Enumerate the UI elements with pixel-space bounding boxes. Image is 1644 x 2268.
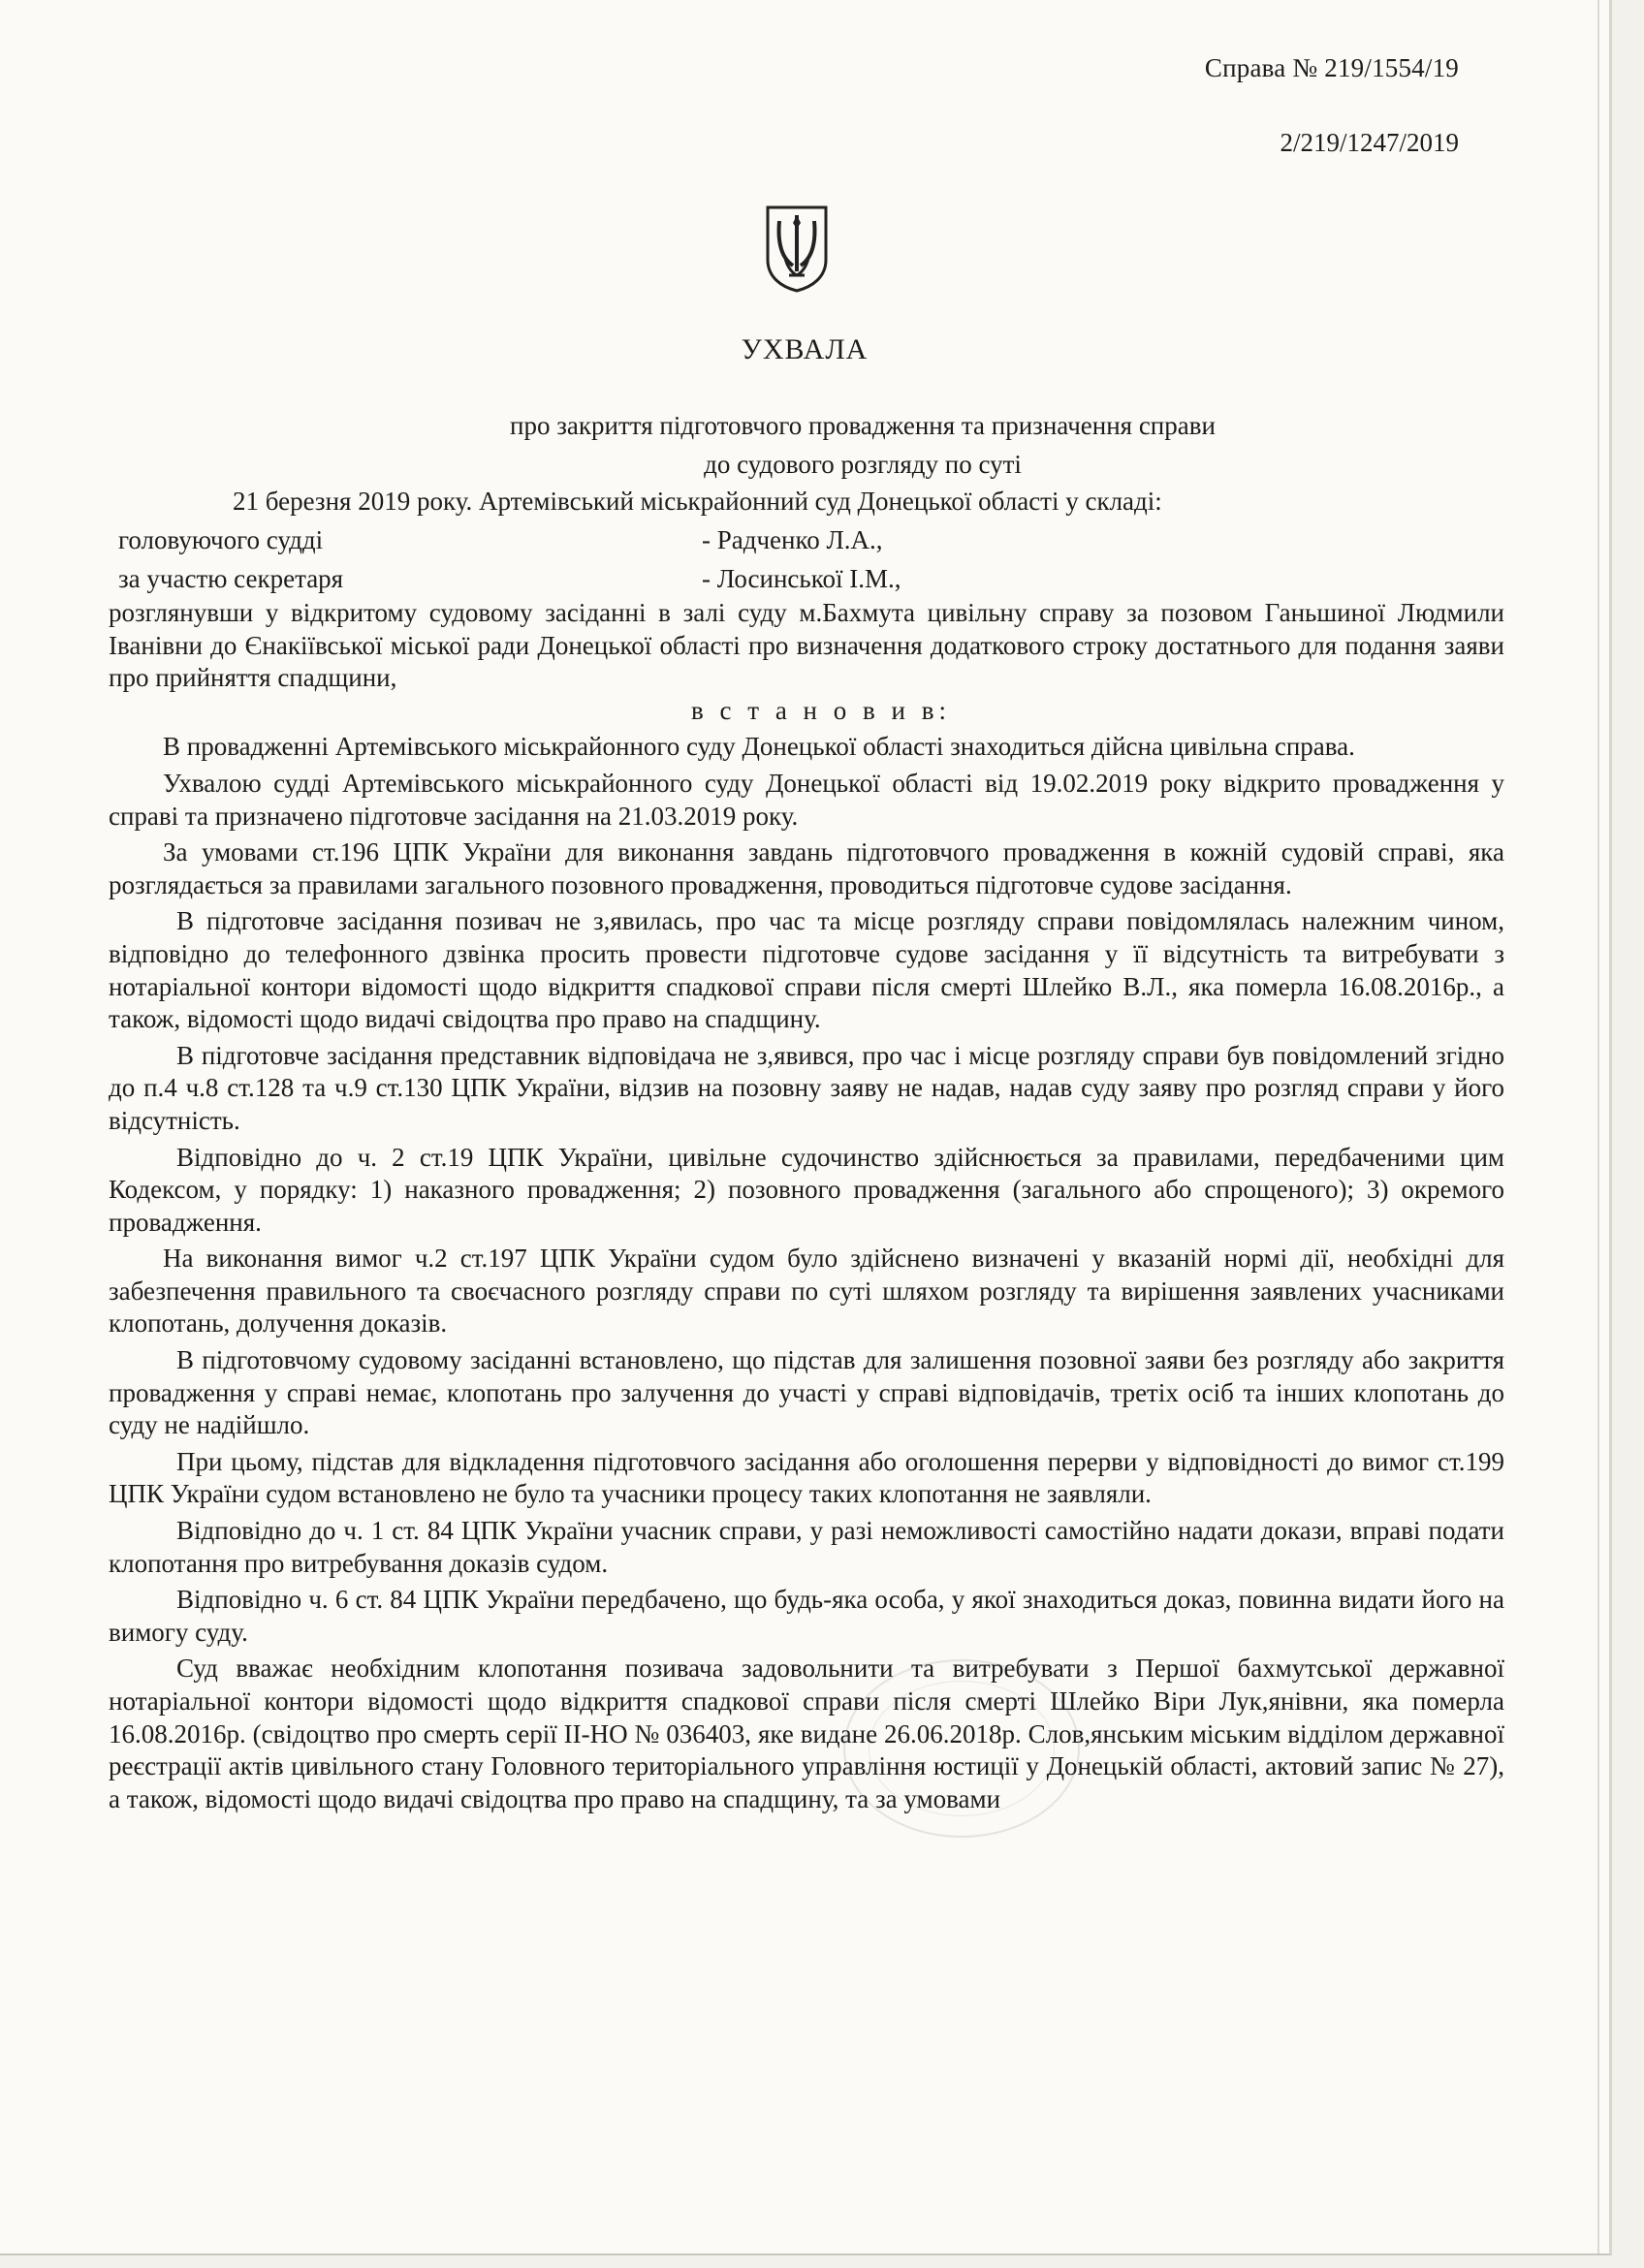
paragraph-considered: розглянувши у відкритому судовому засіданні в залі суду м.Бахмута цивільну справу за позовом Ганьшиної Людмили Іванівни до Єнакіївської міської ради Донецької області про визначення додаткового строку достатнього для подання заяви про прийняття спадщини,	[109, 598, 1504, 693]
paragraph: Відповідно до ч. 1 ст. 84 ЦПК України учасник справи, у разі неможливості самостійно надати докази, вправі подати клопотання про витребування доказів судом.	[109, 1516, 1504, 1578]
paragraph: Відповідно ч. 6 ст. 84 ЦПК України передбачено, що будь-яка особа, у якої знаходиться доказ, повинна видати його на вимогу суду.	[109, 1585, 1504, 1647]
document-subtitle-line-1: про закриття підготовчого провадження та призначення справи	[510, 411, 1216, 440]
composition-role: за участю секретаря	[118, 564, 344, 593]
court-intro: 21 березня 2019 року. Артемівський міськрайонний суд Донецької області у складі:	[233, 487, 1162, 516]
established-heading: в с т а н о в и в:	[691, 695, 951, 725]
paragraph: В підготовче засідання позивач не з,явилась, про час та місце розгляду справи повідомлялась належним чином, відповідно до телефонного дзвінка просить провести підготовче судове засідання у її відсутність та витребувати з нотаріальної контори відомості щодо відкриття спадкової справи після смерті Шлейко В.Л., яка померла 16.08.2016р., а також, відомості щодо видачі свідоцтва про право на спадщину.	[109, 906, 1504, 1034]
document-title: УХВАЛА	[741, 333, 869, 365]
paragraph: В підготовче засідання представник відповідача не з,явився, про час і місце розгляду справи був повідомлений згідно до п.4 ч.8 ст.128 та ч.9 ст.130 ЦПК України, відзив на позовну заяву не надав, надав суду заяву про розгляд справи у його відсутність.	[109, 1040, 1504, 1135]
proceeding-number: 2/219/1247/2019	[1280, 128, 1459, 157]
paragraph: При цьому, підстав для відкладення підготовчого засідання або оголошення перерви у відповідності до вимог ст.199 ЦПК України судом встановлено не було та учасники процесу таких клопотання не заявляли.	[109, 1446, 1504, 1509]
paragraph: Суд вважає необхідним клопотання позивача задовольнити та витребувати з Першої бахмутської державної нотаріальної контори відомості щодо відкриття спадкової справи після смерті Шлейко Віри Лук,янівни, яка померла 16.08.2016р. (свідоцтво про смерть серії ІІ-НО № 036403, яке видане 26.06.2018р. Слов,янським міським відділом державної реєстрації актів цивільного стану Головного територіального управління юстиції у Донецькій області, актовий запис № 27), а також, відомості щодо видачі свідоцтва про право на спадщину, та за умовами	[109, 1654, 1504, 1813]
composition-role: головуючого судді	[118, 525, 324, 554]
paragraph: За умовами ст.196 ЦПК України для виконання завдань підготовчого провадження в кожній судовій справі, яка розглядається за правилами загального позовного провадження, проводиться підготовче судове засідання.	[109, 837, 1504, 899]
composition-name: - Лосинської І.М.,	[702, 564, 901, 593]
document-subtitle-line-2: до судового розгляду по суті	[704, 450, 1022, 479]
paragraph: На виконання вимог ч.2 ст.197 ЦПК України судом було здійснено визначені у вказаній нормі дії, необхідні для забезпечення правильного та своєчасного розгляду справи по суті шляхом розгляду та вирішення заявлених учасниками клопотань, долучення доказів.	[109, 1244, 1504, 1339]
paragraph: В підготовчому судовому засіданні встановлено, що підстав для залишення позовної заяви без розгляду або закриття провадження у справі немає, клопотань про залучення до участі у справі відповідачів, третіх осіб та інших клопотань до суду не надійшло.	[109, 1345, 1504, 1440]
paragraph: Відповідно до ч. 2 ст.19 ЦПК України, цивільне судочинство здійснюється за правилами, передбаченими цим Кодексом, у порядку: 1) наказного провадження; 2) позовного провадження (загального або спрощеного); 3) окремого провадження.	[109, 1142, 1504, 1237]
faded-court-stamp	[843, 1659, 1080, 1838]
composition-name: - Радченко Л.А.,	[702, 525, 883, 554]
case-number: Справа № 219/1554/19	[1204, 53, 1459, 82]
document-body	[109, 597, 1504, 1815]
paragraph: В провадженні Артемівського міськрайонного суду Донецької області знаходиться дійсна цивільна справа.	[163, 732, 1355, 762]
paragraph: Ухвалою судді Артемівського міськрайонного суду Донецької області від 19.02.2019 року відкрито провадження у справі та призначено підготовче засідання на 21.03.2019 року.	[109, 768, 1504, 831]
trident-coat-of-arms-icon	[764, 204, 830, 293]
